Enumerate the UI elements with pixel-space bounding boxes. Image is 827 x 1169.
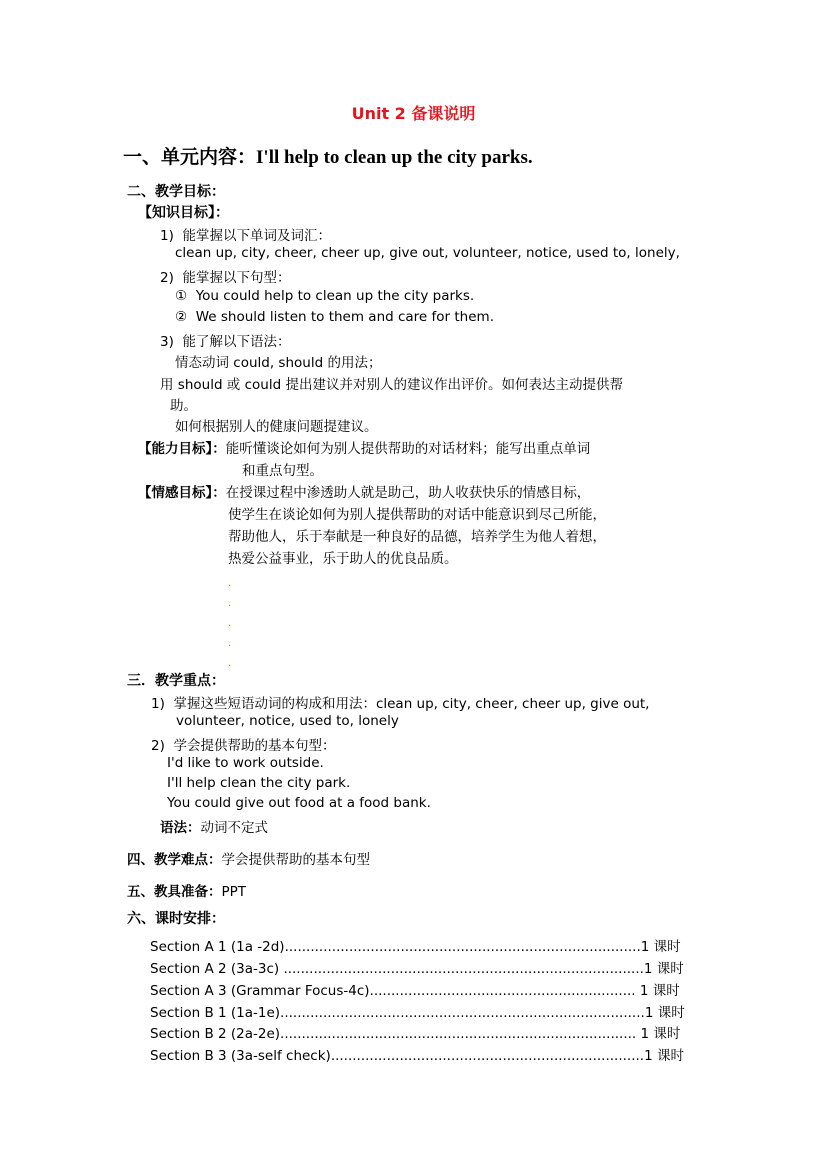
schedule-row-hours: 1 课时 [640,939,681,955]
key-point-1 [151,692,649,712]
sentence-pattern-2 [175,309,494,325]
stray-dot: . [228,658,232,669]
sentence-pattern-1-mark: ① [175,288,188,304]
stray-dot: . [228,578,232,589]
section-6-label: 六、课时安排： [127,911,225,927]
stray-dot: . [228,598,232,609]
stray-dot: . [228,618,232,629]
schedule-row-leader: ................................................................................... [284,939,641,955]
ability-goal-text-2: 和重点句型。 [242,463,323,479]
sentence-pattern-2-text: We should listen to them and care for them. [195,309,494,325]
sentence-pattern-1-text: You could help to clean up the city parks. [195,288,475,304]
schedule-row-leader: .............................................................. [369,983,636,999]
section-2-label: 二、教学目标： [127,184,225,200]
schedule-row [150,1022,680,1042]
example-sentence-3: You could give out food at a food bank. [167,795,431,811]
schedule-row-leader: ................................................................................... [280,1026,637,1042]
ability-goal-label: 【能力目标】： [138,441,226,457]
schedule-row-hours: 1 课时 [636,1026,681,1042]
schedule-row-leader: ......................................................................... [330,1048,645,1064]
key-point-1-num: 1) [151,696,165,712]
schedule-row-name: Section A 3 (Grammar Focus-4c) [150,983,370,999]
emotion-goal-text-2: 使学生在谈论如何为别人提供帮助的对话中能意识到尽己所能， [228,507,606,523]
schedule-row-name: Section A 2 (3a-3c) [150,961,284,977]
section-4 [127,848,370,868]
emotion-goal [138,481,590,501]
ability-goal-text-1: 能听懂谈论如何为别人提供帮助的对话材料；能写出重点单词 [225,441,591,457]
key-point-2-num: 2) [151,738,165,754]
section-4-text: 学会提供帮助的基本句型 [221,852,370,868]
stray-dot: . [228,638,232,649]
schedule-row-hours: 1 课时 [643,961,684,977]
section-4-label: 四、教学难点： [127,852,222,868]
section-5 [127,880,246,900]
grammar-label: 语法： [160,820,201,836]
example-sentence-1: I'd like to work outside. [167,755,324,771]
schedule-row-hours: 1 课时 [635,983,680,999]
grammar-point-2-line-2: 助。 [170,398,197,414]
emotion-goal-text-1: 在授课过程中渗透助人就是助己，助人收获快乐的情感目标， [225,485,591,501]
section-5-label: 五、教具准备： [127,884,222,900]
section-5-text: PPT [221,884,247,900]
schedule-row-leader: ..................................................................................... [280,1005,645,1021]
knowledge-words: clean up, city, cheer, cheer up, give out, volunteer, notice, used to, lonely, [175,245,680,261]
grammar-point-1: 情态动词 could, should 的用法； [175,355,382,371]
knowledge-item-2 [160,266,290,286]
grammar-point-3: 如何根据别人的健康问题提建议。 [175,419,378,435]
schedule-row-name: Section B 2 (2a-2e) [150,1026,281,1042]
example-sentence-2: I'll help clean the city park. [167,775,351,791]
grammar-point-2-line-1: 用 should 或 could 提出建议并对别人的建议作出评价。如何表达主动提供帮 [160,377,623,393]
schedule-row-leader: .................................................................................... [283,961,644,977]
key-point-1-cont: volunteer, notice, used to, lonely [176,713,399,729]
schedule-row [150,957,684,977]
schedule-row-hours: 1 课时 [644,1048,684,1064]
grammar-line [160,816,268,836]
schedule-row [150,1044,684,1064]
grammar-text: 动词不定式 [200,820,268,836]
knowledge-item-2-num: 2) [160,270,174,286]
schedule-row-name: Section B 3 (3a-self check) [150,1048,331,1064]
section-1 [123,142,533,169]
knowledge-item-1-num: 1) [160,228,174,244]
knowledge-item-1 [160,224,331,244]
sentence-pattern-1 [175,288,474,304]
section-3-label: 三．教学重点： [127,673,225,689]
knowledge-item-3-num: 3) [160,334,174,350]
key-point-1-text: 掌握这些短语动词的构成和用法：clean up, city, cheer, cheer up, give out, [173,696,650,712]
schedule-row-hours: 1 课时 [644,1005,685,1021]
schedule-row-name: Section B 1 (1a-1e) [150,1005,281,1021]
section-1-text: I'll help to clean up the city parks. [256,147,533,168]
schedule-row [150,935,681,955]
knowledge-goal-label: 【知识目标】： [138,205,229,221]
knowledge-item-1-text: 能掌握以下单词及词汇： [182,228,331,244]
ability-goal [138,437,590,457]
schedule-row [150,979,680,999]
knowledge-item-3 [160,330,290,350]
page-title: Unit 2 备课说明 [351,104,476,123]
knowledge-item-2-text: 能掌握以下句型： [182,270,291,286]
schedule-row-name: Section A 1 (1a -2d) [150,939,285,955]
key-point-2-text: 学会提供帮助的基本句型： [173,738,336,754]
knowledge-item-3-text: 能了解以下语法： [182,334,291,350]
section-1-label: 一、单元内容： [123,147,257,168]
schedule-row [150,1001,685,1021]
emotion-goal-text-3: 帮助他人，乐于奉献是一种良好的品德，培养学生为他人着想， [228,529,606,545]
emotion-goal-text-4: 热爱公益事业，乐于助人的优良品质。 [228,551,458,567]
sentence-pattern-2-mark: ② [175,309,188,325]
key-point-2 [151,734,335,754]
emotion-goal-label: 【情感目标】： [138,485,226,501]
